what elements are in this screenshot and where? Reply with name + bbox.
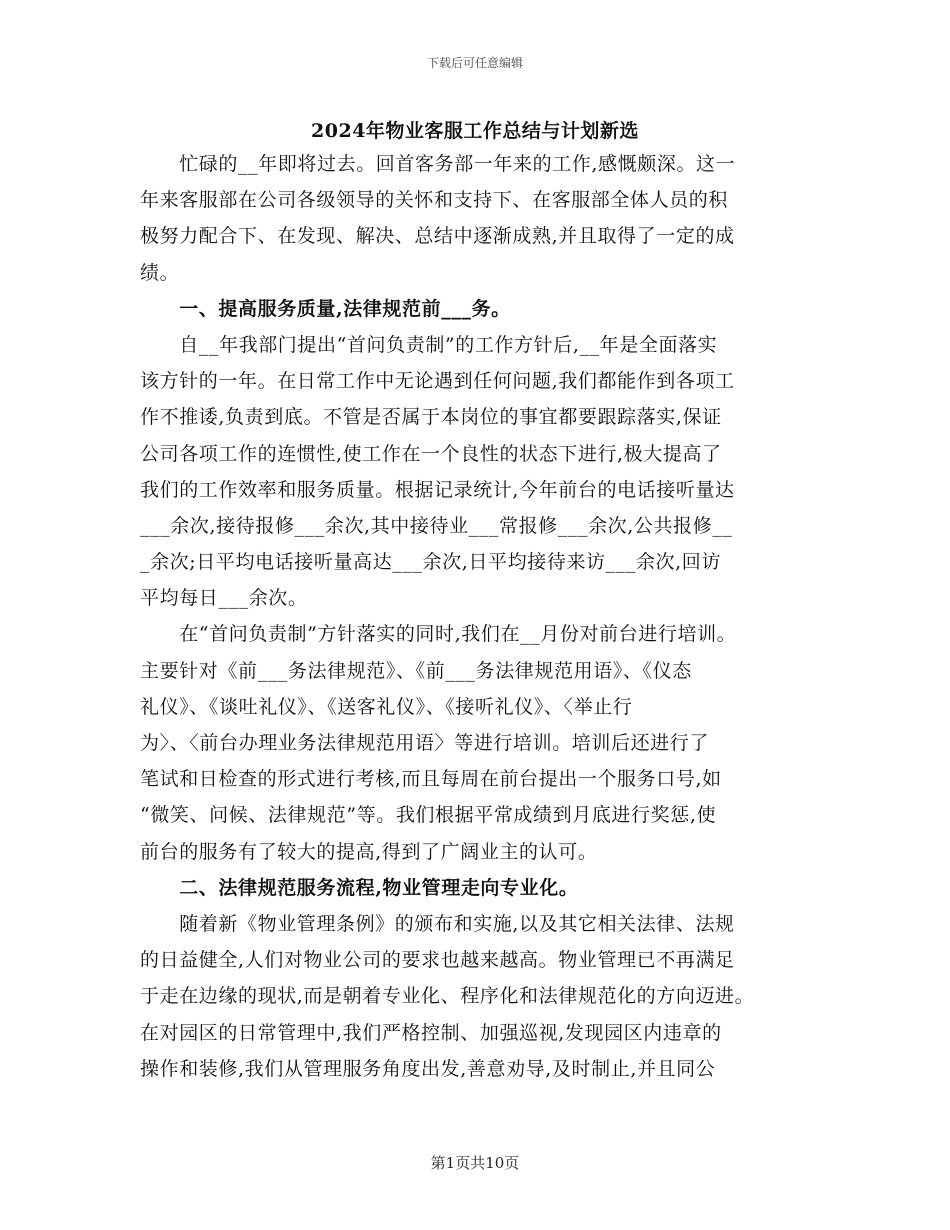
body-line: 作不推诿,负责到底。不管是否属于本岗位的事宜都要跟踪落实,保证 <box>140 406 722 429</box>
body-line: _余次;日平均电话接听量高达___余次,日平均接待来访___余次,回访 <box>140 551 721 574</box>
body-line: 于走在边缘的现状,而是朝着专业化、程序化和法律规范化的方向迈进。 <box>140 985 755 1008</box>
body-line: 自__年我部门提出“首问负责制”的工作方针后,__年是全面落实 <box>140 333 718 356</box>
body-line: 的日益健全,人们对物业公司的要求也越来越高。物业管理已不再满足 <box>140 949 735 972</box>
body-line: “微笑、问候、法律规范”等。我们根据平常成绩到月底进行奖惩,使 <box>140 804 717 827</box>
body-line: 前台的服务有了较大的提高,得到了广阔业主的认可。 <box>140 840 598 863</box>
body-line: 公司各项工作的连惯性,使工作在一个良性的状态下进行,极大提高了 <box>140 442 722 465</box>
body-line: 平均每日___余次。 <box>140 587 308 610</box>
body-line: 操作和装修,我们从管理服务角度出发,善意劝导,及时制止,并且同公 <box>140 1057 716 1080</box>
body-line: 绩。 <box>140 261 180 284</box>
body-line: 该方针的一年。在日常工作中无论遇到任何问题,我们都能作到各项工 <box>140 370 735 393</box>
body-line: 随着新《物业管理条例》的颁布和实施,以及其它相关法律、法规 <box>140 912 735 935</box>
body-line: 笔试和日检查的形式进行考核,而且每周在前台提出一个服务口号,如 <box>140 768 722 791</box>
body-line: 在“首问负责制”方针落实的同时,我们在__月份对前台进行培训。 <box>140 623 737 646</box>
section-heading-1: 一、提高服务质量,法律规范前___务。 <box>140 297 511 320</box>
body-line: 在对园区的日常管理中,我们严格控制、加强巡视,发现园区内违章的 <box>140 1021 722 1044</box>
body-line: 主要针对《前___务法律规范》、《前___务法律规范用语》、《仪态 <box>140 659 692 682</box>
body-line: ___余次,接待报修___余次,其中接待业___常报修___余次,公共报修__ <box>140 514 733 537</box>
section-heading-2: 二、法律规范服务流程,物业管理走向专业化。 <box>140 876 579 899</box>
page-number-indicator: 第1页共10页 <box>430 1154 520 1172</box>
body-line: 极努力配合下、在发现、解决、总结中逐渐成熟,并且取得了一定的成 <box>140 225 735 248</box>
body-line: 年来客服部在公司各级领导的关怀和支持下、在客服部全体人员的积 <box>140 189 729 212</box>
body-line: 为〉、〈前台办理业务法律规范用语〉等进行培训。培训后还进行了 <box>140 732 710 754</box>
body-line: 礼仪》、《谈吐礼仪》、《送客礼仪》、《接听礼仪》、〈举止行 <box>140 695 633 718</box>
body-line: 忙碌的__年即将过去。回首客务部一年来的工作,感慨颇深。这一 <box>140 153 736 175</box>
page-header-note: 下载后可任意编辑 <box>426 56 523 70</box>
document-body <box>140 146 812 1087</box>
body-line: 我们的工作效率和服务质量。根据记录统计,今年前台的电话接听量达 <box>140 478 735 501</box>
document-title: 2024年物业客服工作总结与计划新选 <box>311 120 639 142</box>
